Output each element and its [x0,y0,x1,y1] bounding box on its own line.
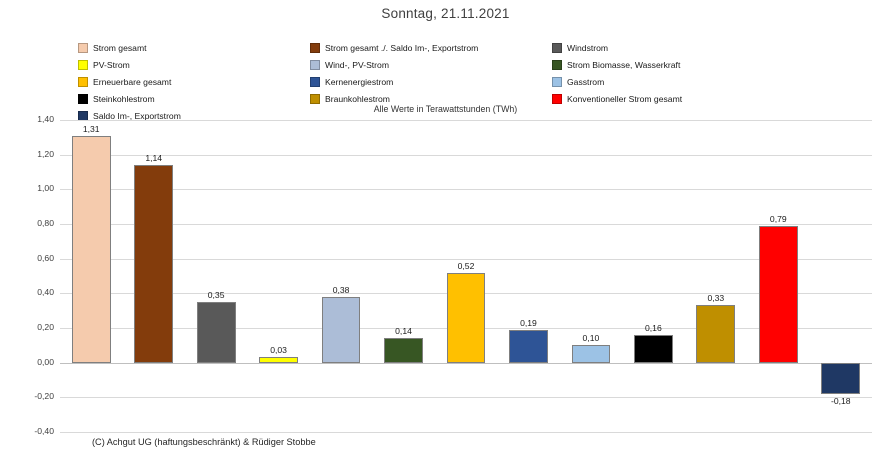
bar-value-label: 0,52 [457,260,475,271]
legend-item [310,57,540,72]
bar-value-label: 0,33 [707,293,725,304]
y-axis-tick-label: 0,00 [37,356,54,367]
legend-item-label: PV-Strom [93,59,130,70]
legend-swatch-icon [78,94,88,104]
bar-value-label: 0,19 [520,317,537,328]
legend-item [310,40,540,55]
legend-item-label: Steinkohlestrom [93,93,155,104]
y-axis-tick-label: 0,60 [37,252,54,263]
legend-swatch-icon [310,94,320,104]
legend-item-label: Wind-, PV-Strom [325,59,389,70]
bar-value-label: 0,35 [207,290,225,300]
legend-item [552,57,782,72]
bar [259,357,298,362]
axis-zero-line [60,363,872,364]
legend-item-label: Erneuerbare gesamt [93,76,172,87]
legend-item-label: Saldo Im-, Exportstrom [93,110,181,121]
legend-swatch-icon [552,60,562,70]
bar [696,305,735,362]
grid-line [60,397,872,398]
grid-line [60,189,872,190]
legend-item [552,74,782,89]
bar-value-label: 0,79 [769,213,787,224]
legend-swatch-icon [310,60,320,70]
legend-column-3 [552,40,782,108]
bar [634,335,673,363]
bar-value-label: -0,18 [830,395,851,406]
y-axis-tick-label: 1,40 [37,114,54,124]
grid-line [60,120,872,121]
bar-value-label: 0,16 [645,322,662,333]
bar-value-label: 1,14 [145,153,163,164]
bar [572,345,611,362]
legend-item [78,40,308,55]
legend-item-label: Konventioneller Strom gesamt [567,93,683,104]
legend-item-label: Strom gesamt [93,42,147,53]
legend-column-2 [310,40,540,108]
bar [384,338,423,362]
bar [509,330,548,363]
y-axis-tick-label: 0,80 [37,218,54,228]
legend-swatch-icon [78,43,88,53]
legend-item-label: Braunkohlestrom [325,93,390,104]
y-axis-tick-label: -0,20 [34,391,54,402]
chart-title: Sonntag, 21.11.2021 [381,6,510,21]
footer-divider [519,432,872,433]
grid-line [60,259,872,260]
y-axis-tick-label: -0,40 [34,426,54,436]
bar-value-label: 0,10 [582,333,600,344]
legend-item-label: Gasstrom [567,76,605,87]
legend-swatch-icon [552,43,562,53]
bar-value-label: 0,14 [395,326,412,337]
bar [447,273,486,363]
bar [322,297,361,363]
legend-swatch-icon [552,94,562,104]
legend-item-label: Strom Biomasse, Wasserkraft [567,59,681,70]
y-axis-tick-label: 0,40 [37,287,54,298]
chart-legend [78,40,778,121]
bar [759,226,798,363]
legend-swatch-icon [310,43,320,53]
y-axis-tick-label: 1,00 [37,183,54,194]
y-axis-tick-label: 1,20 [37,148,54,159]
legend-swatch-icon [552,77,562,87]
legend-item-label: Strom gesamt ./. Saldo Im-, Exportstrom [325,42,479,53]
bar [821,363,860,394]
copyright-note: (C) Achgut UG (haftungsbeschränkt) & Rüdiger Stobbe [92,437,316,447]
bar [134,165,173,363]
y-axis-tick-label: 0,20 [37,322,54,332]
legend-swatch-icon [78,60,88,70]
bar-value-label: 1,31 [82,123,100,134]
bar-value-label: 0,38 [332,284,350,295]
bar-value-label: 0,03 [270,345,287,356]
legend-item [552,40,782,55]
legend-swatch-icon [310,77,320,87]
legend-swatch-icon [78,77,88,87]
bar [197,302,236,363]
legend-item [78,57,308,72]
legend-item [78,74,308,89]
grid-line [60,224,872,225]
bar [72,136,111,363]
chart-subtitle: Alle Werte in Terawattstunden (TWh) [373,104,518,114]
legend-item-label: Windstrom [567,42,609,53]
legend-item-label: Kernenergiestrom [325,76,394,87]
legend-item [310,74,540,89]
